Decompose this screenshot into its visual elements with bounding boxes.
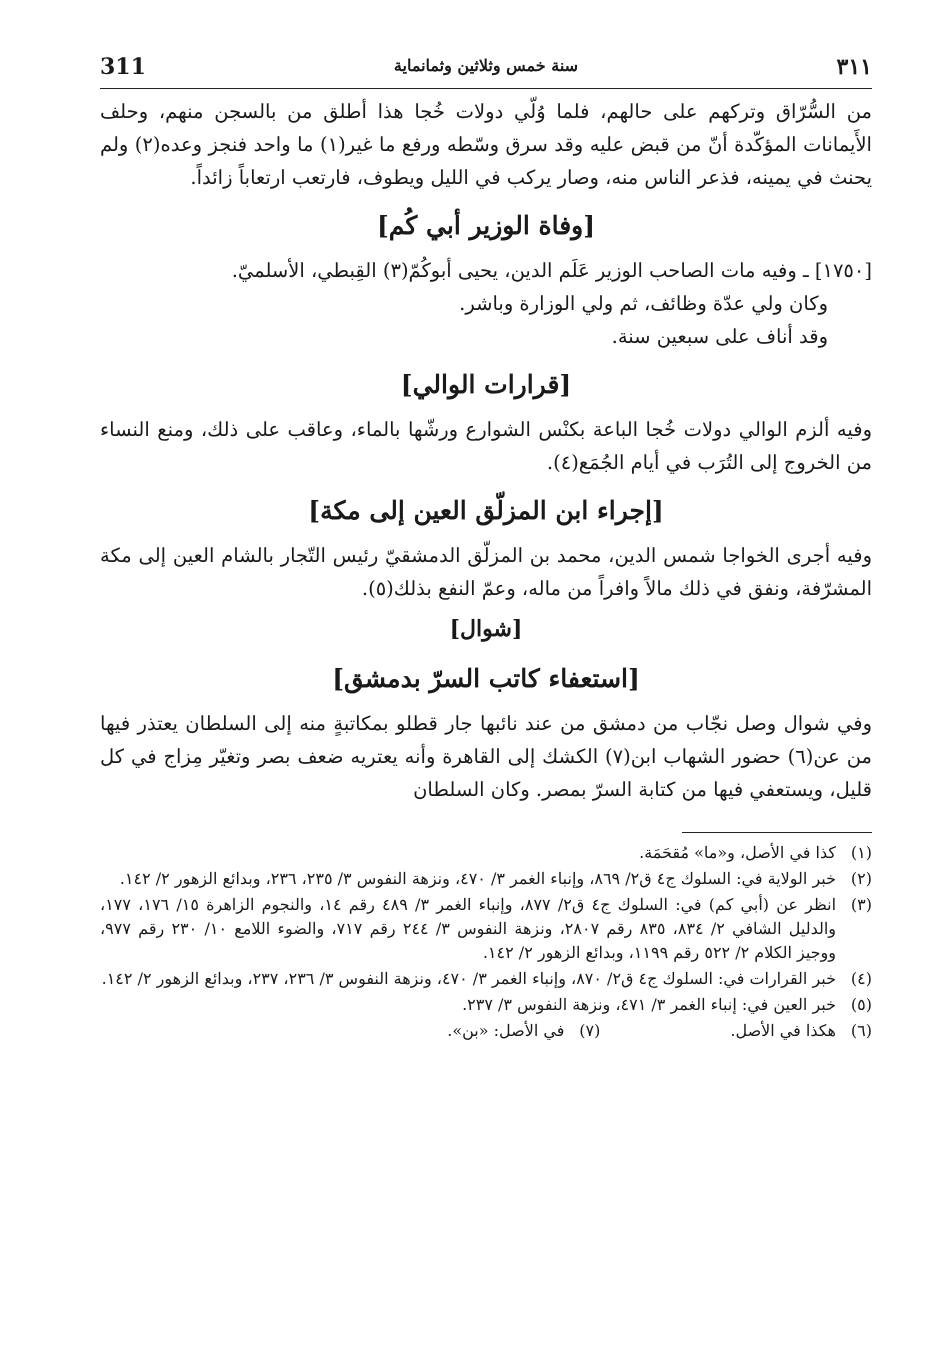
footnote-number: (١) xyxy=(850,843,872,862)
page-number-latin: 311 xyxy=(100,54,146,80)
footnote-text: خبر الولاية في: السلوك ج٤ ق٢/ ٨٦٩، وإنباء الغمر ٣/ ٤٧٠، ونزهة النفوس ٣/ ٢٣٥، ٢٣٦، وبدائع الزهور ٢/ ١٤٢. xyxy=(119,869,836,888)
footnote-text: كذا في الأصل، و«ما» مُقحَمَة. xyxy=(639,843,836,862)
intro-paragraph: من السُّرّاق وتركهم على حالهم، فلما وُلّي دولات خُجا هذا أطلق من بالسجن منهم، وحلف الأَيمانات المؤكّدة أنّ من قبض عليه وقد سرق وسّطه ورفع ما غير(١) ما واحد فنجز وعده(٢) ولم يحنث في يمينه، فذعر الناس منه، وصار يركب في الليل ويطوف، فارتعب ارتعاباً زائداً. xyxy=(100,100,872,189)
entry-1750-line: [١٧٥٠] ـ وفيه مات الصاحب الوزير عَلَم الدين، يحيى أبوكُمّ(٣) القِبطي، الأسلميّ. xyxy=(231,259,872,282)
footnote-number: (٦) xyxy=(850,1021,872,1040)
footnote-text: انظر عن (أبي كم) في: السلوك ج٤ ق٢/ ٨٧٧، وإنباء الغمر ٣/ ٤٨٩ رقم ١٤، والنجوم الزاهرة ١٥/ ١٧٦، ١٧٧، والدليل الشافي ٢/ ٨٣٤، ٨٣٥ رقم ٢٨٠٧، ونزهة النفوس ٣/ ٢٤٤ رقم ٧١٧، والضوء اللامع ١٠/ ٢٣٠ رقم ٩٧٧، ووجيز الكلام ٢/ ٥٢٢ رقم ١١٩٩، وبدائع الزهور ٢/ ١٤٢. xyxy=(100,895,837,962)
water-channel-paragraph: وفيه أجرى الخواجا شمس الدين، محمد بن المزلّق الدمشقيّ رئيس التّجار بالشام العين إلى مكة المشرّفة، ونفق في ذلك مالاً وافراً من ماله، وعمّ النفع بذلك(٥). xyxy=(100,544,872,600)
page-header xyxy=(100,40,872,89)
footnote-text: خبر القرارات في: السلوك ج٤ ق٢/ ٨٧٠، وإنباء الغمر ٣/ ٤٧٠، ونزهة النفوس ٣/ ٢٣٦، ٢٣٧، وبدائع الزهور ٢/ ١٤٢. xyxy=(101,969,836,988)
book-page xyxy=(100,40,872,1340)
footnote-number: (٢) xyxy=(850,869,872,888)
section-heading-vizier-death: [وفاة الوزير أبي كُم] xyxy=(376,211,596,240)
footnote xyxy=(100,867,872,891)
footnote-number: (٤) xyxy=(850,969,872,988)
section-heading-governor-decisions: [قرارات الوالي] xyxy=(400,370,572,399)
resignation-paragraph: وفي شوال وصل نجّاب من دمشق من عند نائبها جار قطلو بمكاتبةٍ منه إلى السلطان يعتذر فيها من عن(٦) حضور الشهاب ابن(٧) الكشك إلى القاهرة وأنه يعتريه ضعف بصر وتغيّر مِزاج في كل قليل، ويستعفي فيها من كتابة السرّ بمصر. وكان السلطان xyxy=(100,712,873,801)
footnote xyxy=(730,1019,872,1043)
footnote-divider xyxy=(682,832,872,833)
section-heading-resignation: [استعفاء كاتب السرّ بدمشق] xyxy=(332,664,640,693)
footnote xyxy=(100,841,872,865)
footnote xyxy=(100,993,872,1017)
footnote xyxy=(100,893,872,965)
month-heading: [شوال] xyxy=(449,616,523,642)
footnote xyxy=(100,967,872,991)
footnote-text: هكذا في الأصل. xyxy=(730,1021,836,1040)
entry-1750-line: وقد أناف على سبعين سنة. xyxy=(611,325,828,348)
footnote-number: (٣) xyxy=(850,895,872,914)
footnote xyxy=(447,1019,600,1043)
running-title: سنة خمس وثلاثين وثمانماية xyxy=(393,56,579,75)
footnote-number: (٥) xyxy=(850,995,872,1014)
footnote-text: في الأصل: «بن». xyxy=(447,1021,565,1040)
section-heading-water-channel: [إجراء ابن المزلّق العين إلى مكة] xyxy=(308,496,664,525)
entry-1750-line: وكان ولي عدّة وظائف، ثم ولي الوزارة وباشر. xyxy=(459,292,828,315)
footnote-text: خبر العين في: إنباء الغمر ٣/ ٤٧١، ونزهة النفوس ٣/ ٢٣٧. xyxy=(462,995,836,1014)
footnote-number: (٧) xyxy=(579,1021,601,1040)
governor-paragraph: وفيه ألزم الوالي دولات خُجا الباعة بكنْس الشوارع ورشّها بالماء، وعاقب على ذلك، ومنع النساء من الخروج إلى التُرَب في أيام الجُمَع(٤). xyxy=(100,418,872,474)
page-number-arabic: ٣١١ xyxy=(836,54,872,80)
footnote-pair xyxy=(100,1019,872,1043)
